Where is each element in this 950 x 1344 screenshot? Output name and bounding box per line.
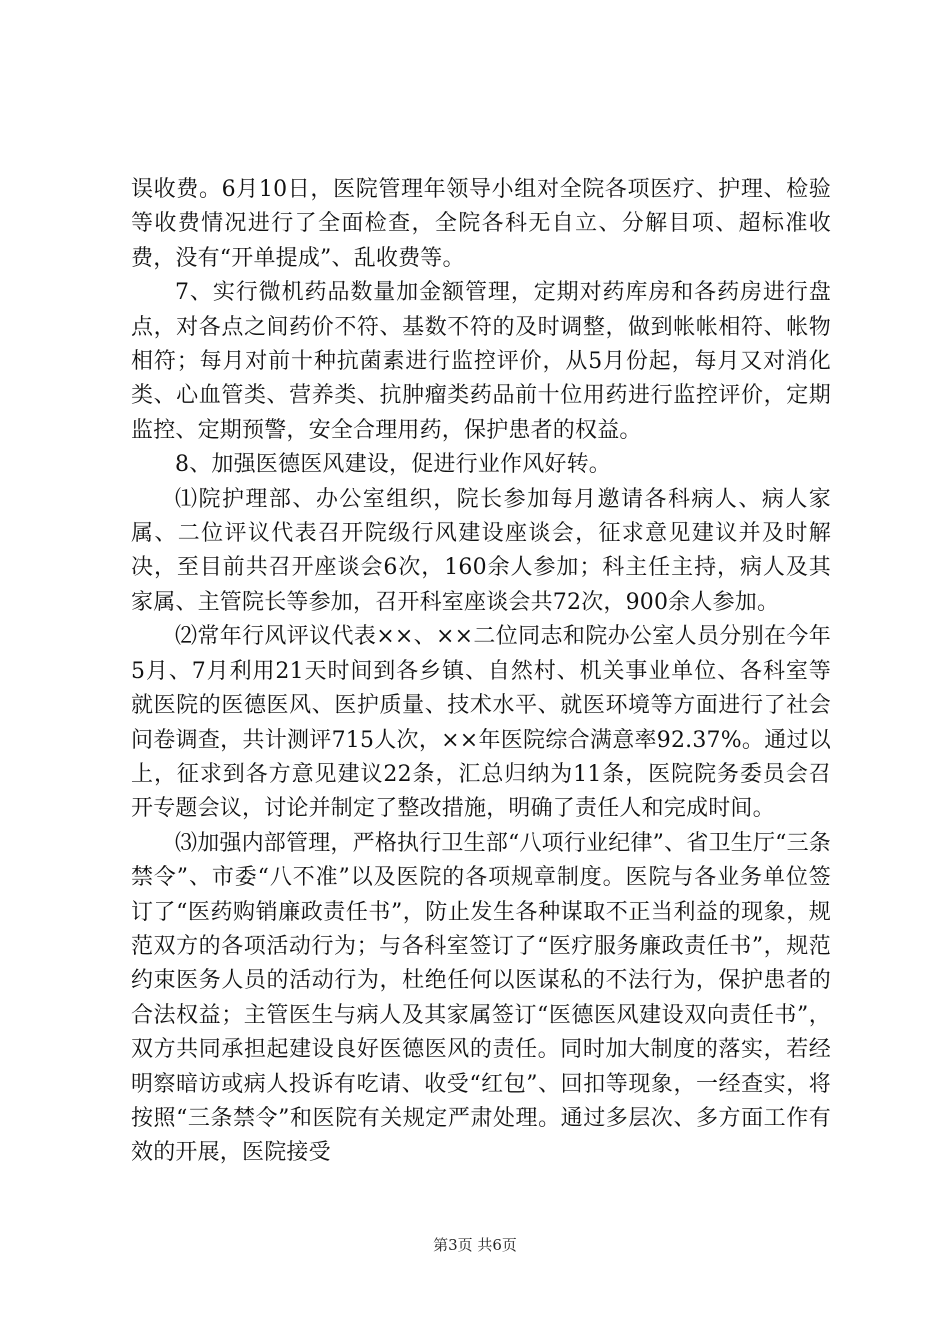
paragraph-sub-3-internal-management: ⑶加强内部管理，严格执行卫生部“八项行业纪律”、省卫生厅“三条禁令”、市委“八不准”以及医院的各项规章制度。医院与各业务单位签订了“医药购销廉政责任书”，防止发生各种谋取不正当利益的现象，规范双方的各项活动行为；与各科室签订了“医疗服务廉政责任书”，规范约束医务人员的活动行为，杜绝任何以医谋私的不法行为，保护患者的合法权益；主管医生与病人及其家属签订“医德医风建设双向责任书”，双方共同承担起建设良好医德医风的责任。同时加大制度的落实，若经明察暗访或病人投诉有吃请、收受“红包”、回扣等现象，一经查实，将按照“三条禁令”和医院有关规定严肃处理。通过多层次、多方面工作有效的开展，医院接受 <box>131 830 831 1166</box>
paragraph-continued-fees: 误收费。6月10日，医院管理年领导小组对全院各项医疗、护理、检验等收费情况进行了全面检查，全院各科无自立、分解目项、超标准收费，没有“开单提成”、乱收费等。 <box>131 177 831 271</box>
paragraph-item-8-heading: 8、加强医德医风建设，促进行业作风好转。 <box>175 452 611 478</box>
paragraph-sub-2-survey: ⑵常年行风评议代表××、××二位同志和院办公室人员分别在今年5月、7月利用21天时间到各乡镇、自然村、机关事业单位、各科室等就医院的医德医风、医护质量、技术水平、就医环境等方面进行了社会问卷调查，共计测评715人次，××年医院综合满意率92.37%。通过以上，征求到各方意见建议22条，汇总归纳为11条，医院院务委员会召开专题会议，讨论并制定了整改措施，明确了责任人和完成时间。 <box>131 624 831 822</box>
paragraph-item-7-drug-management: 7、实行微机药品数量加金额管理，定期对药库房和各药房进行盘点，对各点之间药价不符、基数不符的及时调整，做到帐帐相符、帐物相符；每月对前十种抗菌素进行监控评价，从5月份起，每月又对消化类、心血管类、营养类、抗肿瘤类药品前十位用药进行监控评价，定期监控、定期预警，安全合理用药，保护患者的权益。 <box>131 280 831 443</box>
page-number-footer: 第3页 共6页 <box>433 1236 517 1254</box>
document-body <box>131 173 831 1171</box>
paragraph-sub-1-forums: ⑴院护理部、办公室组织，院长参加每月邀请各科病人、病人家属、二位评议代表召开院级行风建设座谈会，征求意见建议并及时解决，至目前共召开座谈会6次，160余人参加；科主任主持，病人及其家属、主管院长等参加，召开科室座谈会共72次，900余人参加。 <box>131 486 831 615</box>
